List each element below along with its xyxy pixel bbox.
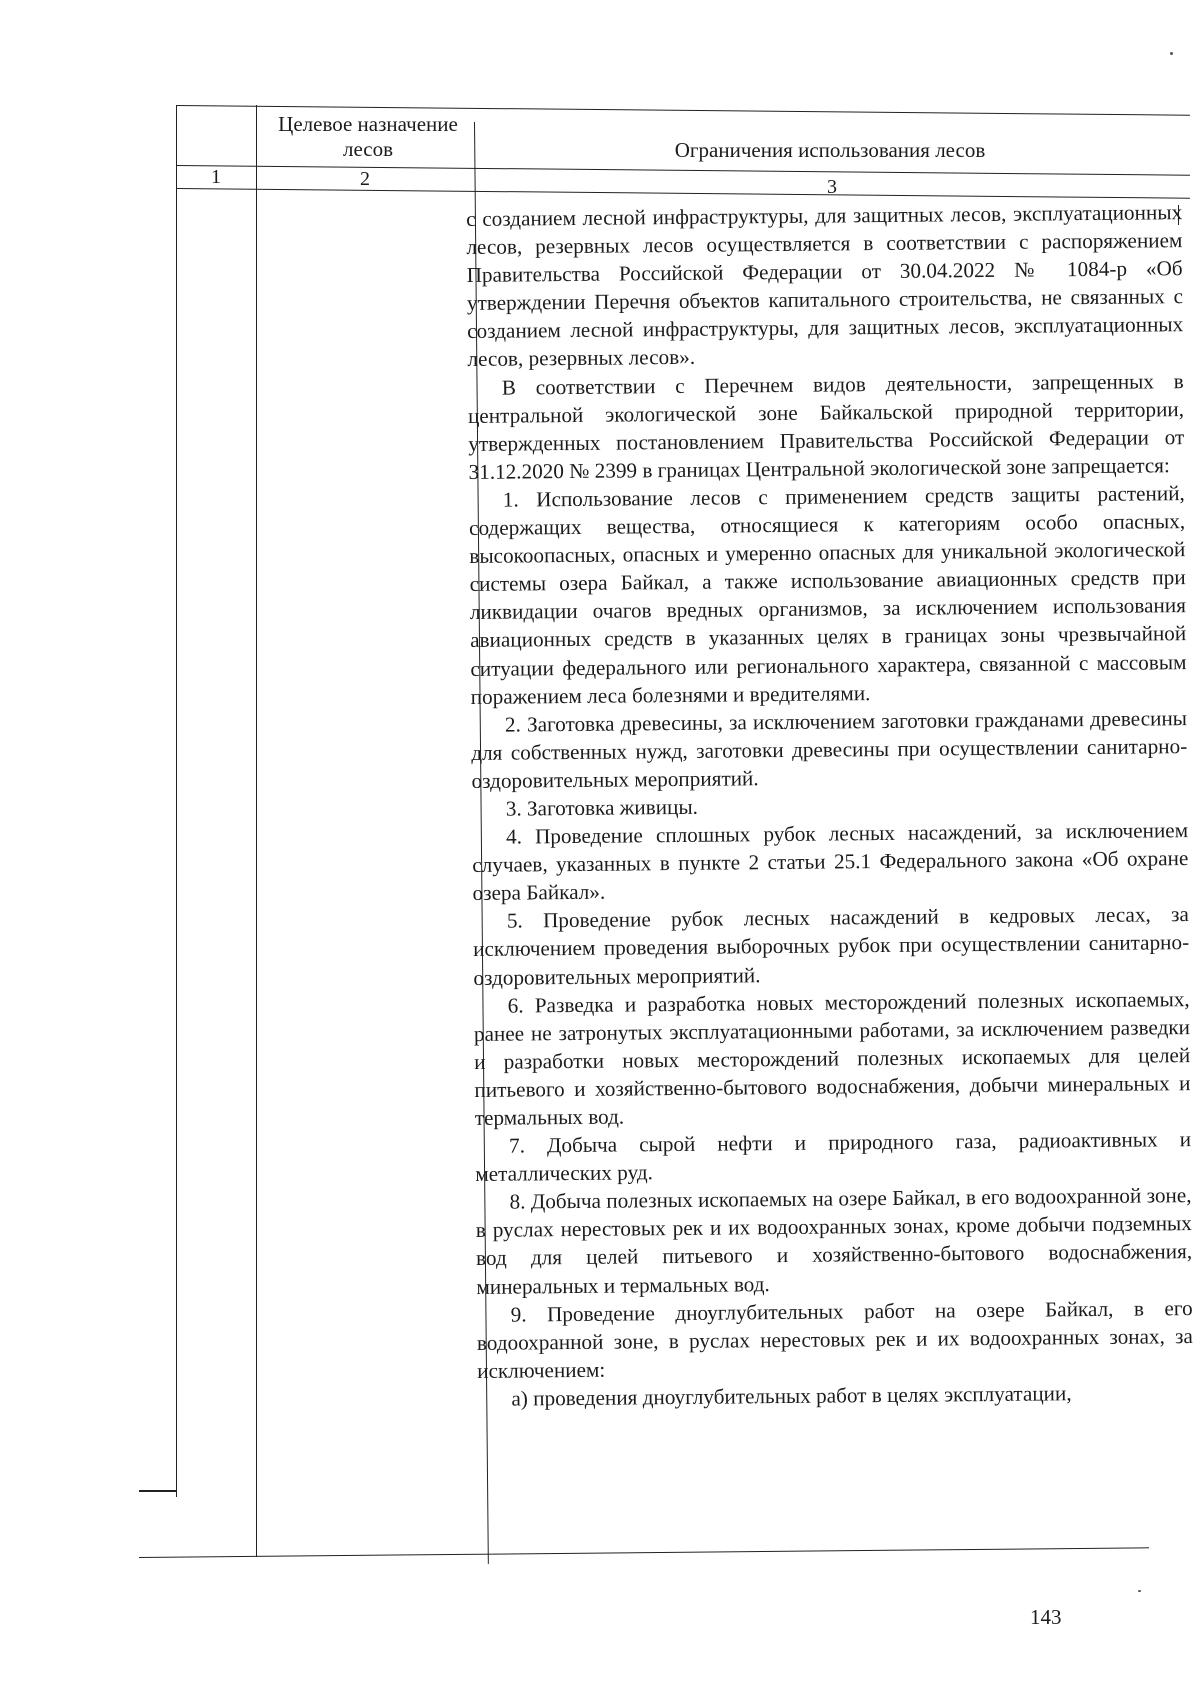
list-item-7: 7. Добыча сырой нефти и природного газа, радиоактивных и металлических руд. bbox=[475, 1127, 1192, 1187]
list-item-6: 6. Разведка и разработка новых месторождений полезных ископаемых, ранее не затронутых эксплуатационными работами, за исключением разведки и разработки новых месторождений полезных ископаемых для целей питьевого и хозяйственно-бытового водоснабжения, добычи минеральных и термальных вод. bbox=[473, 986, 1191, 1130]
table-border-left-lower bbox=[139, 1490, 177, 1492]
page-number: 143 bbox=[1030, 1605, 1062, 1629]
numbers-separator bbox=[176, 188, 1190, 199]
paragraph-prohibited-list-intro: В соответствии с Перечнем видов деятельности, запрещенных в центральной экологической зоне Байкальской природной территории, утвержденных постановлением Правительства Российской Федерации от 31.12.2020 № 2399 в границах Центральной экологической зоне запрещается: bbox=[467, 368, 1185, 484]
list-item-8: 8. Добыча полезных ископаемых на озере Байкал, в его водоохранной зоне, в руслах нерестовых рек и их водоохранных зонах, кроме добычи подземных вод для целей питьевого и хозяйственно-бытового водоснабжения, минеральных и термальных вод. bbox=[475, 1183, 1193, 1299]
column-number-2: 2 bbox=[360, 168, 370, 190]
header-separator bbox=[176, 165, 1190, 176]
table-border-left bbox=[176, 105, 177, 1497]
paragraph-continuation: с созданием лесной инфраструктуры, для защитных лесов, эксплуатационных лесов, резервных лесов осуществляется в соответствии с распоряжением Правительства Российской Федерации от 30.04.2022 № 1084-р «Об утверждении Перечня объектов капитального строительства, не связанных с созданием лесной инфраструктуры, для защитных лесов, эксплуатационных лесов, резервных лесов». bbox=[466, 200, 1184, 372]
list-item-3: 3. Заготовка живицы. bbox=[505, 794, 699, 821]
column-number-3: 3 bbox=[827, 176, 837, 198]
table-bottom-line bbox=[139, 1547, 1149, 1558]
header-purpose-cell: Целевое назначение лесов bbox=[278, 112, 458, 161]
col1-col2-divider bbox=[256, 105, 257, 1557]
list-item-9: 9. Проведение дноуглубительных работ на озере Байкал, в его водоохранной зоне, в руслах нерестовых рек и их водоохранных зонах, за исключением: bbox=[476, 1295, 1194, 1383]
list-item-5: 5. Проведение рубок лесных насаждений в кедровых лесах, за исключением проведения выборочных рубок при осуществлении санитарно-оздоровительных мероприятий. bbox=[473, 902, 1190, 990]
list-item-4: 4. Проведение сплошных рубок лесных насаждений, за исключением случаев, указанных в пункте 2 статьи 25.1 Федерального закона «Об охране озера Байкал». bbox=[472, 818, 1189, 906]
list-item-2: 2. Заготовка древесины, за исключением заготовки гражданами древесины для собственных нужд, заготовки древесины при осуществлении санитарно-оздоровительных мероприятий. bbox=[471, 705, 1188, 793]
scan-speck bbox=[1170, 52, 1173, 55]
restrictions-text bbox=[466, 198, 1194, 1413]
list-item-1: 1. Использование лесов с применением средств защиты растений, содержащих вещества, относящиеся к категориям особо опасных, высокоопасных, опасных и умеренно опасных для уникальной экологической системы озера Байкал, а также использование авиационных средств при ликвидации очагов вредных организмов, за исключением использования авиационных средств в указанных целях в границах зоны чрезвычайной ситуации федерального или регионального характера, связанной с массовым поражением леса болезнями и вредителями. bbox=[468, 481, 1187, 709]
scan-speck bbox=[1138, 1590, 1141, 1592]
column-number-1: 1 bbox=[211, 166, 221, 188]
list-subitem-a: а) проведения дноуглубительных работ в целях эксплуатации, bbox=[511, 1381, 1072, 1411]
header-restrictions-cell: Ограничения использования лесов bbox=[674, 138, 986, 162]
